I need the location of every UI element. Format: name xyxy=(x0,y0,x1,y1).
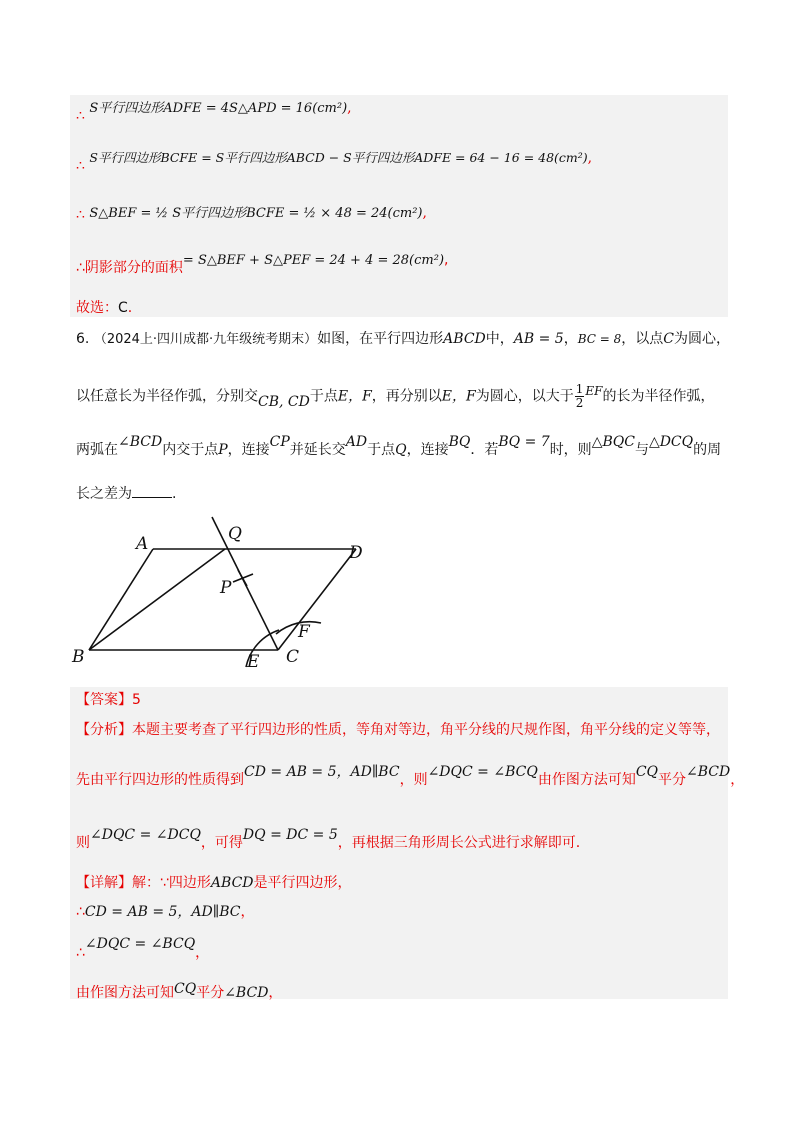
parallelogram-figure xyxy=(66,514,386,674)
analysis-text: 平分 xyxy=(658,772,687,788)
label-e: E xyxy=(247,652,260,672)
detail-text: 平分 xyxy=(196,985,225,1001)
problem-text: 长之差为 xyxy=(76,486,132,502)
label-p: P xyxy=(220,578,232,598)
problem-text: 以任意长为半径作弧，分别交 xyxy=(76,388,258,405)
analysis-text: ， xyxy=(730,772,745,788)
formula-area-adfe: S平行四边形ADFE = 4S△APD = 16(cm²) xyxy=(89,101,348,116)
label-q: Q xyxy=(228,524,242,544)
detail-line-1 xyxy=(76,873,352,893)
math-e-f: E，F xyxy=(337,388,372,405)
therefore-symbol: ∴ xyxy=(76,945,85,961)
answer-blank xyxy=(132,484,172,498)
problem-text: 于点 xyxy=(367,442,396,458)
problem-text: ．若 xyxy=(470,442,499,458)
analysis-line-3 xyxy=(76,827,581,853)
therefore-symbol: ∴ xyxy=(76,158,85,174)
math-bq-7: BQ = 7 xyxy=(498,434,550,450)
problem-line-2 xyxy=(76,383,714,410)
math-cq: CQ xyxy=(635,764,659,780)
segment-bq xyxy=(89,549,225,650)
problem-text: 的周 xyxy=(693,442,722,458)
problem-text: 为圆心，以大于 xyxy=(475,388,574,405)
math-dq-dc-5: DQ = DC = 5 xyxy=(242,827,338,843)
math-triangle-bqc: △BQC xyxy=(591,434,635,450)
analysis-text: ，则 xyxy=(399,772,428,788)
math-angle-bcd: ∠BCD xyxy=(224,985,269,1001)
problem-text: 的长为半径作弧， xyxy=(602,388,715,405)
label-b: B xyxy=(72,647,85,667)
math-c: C xyxy=(663,331,674,347)
label-d: D xyxy=(349,543,363,563)
problem-text: 为圆心， xyxy=(673,331,730,347)
math-bq: BQ xyxy=(448,434,471,450)
answer-choice-line xyxy=(76,298,132,318)
analysis-text: 由作图方法可知 xyxy=(537,772,636,788)
math-cb: CB, xyxy=(258,393,284,410)
solution-line-4 xyxy=(76,250,449,276)
math-angle-dqc-dcq: ∠DQC = ∠DCQ xyxy=(90,827,201,843)
problem-text: 内交于点 xyxy=(162,442,219,458)
therefore-symbol: ∴ xyxy=(76,904,85,920)
punctuation: , xyxy=(587,150,593,166)
detail-text: 由作图方法可知 xyxy=(76,985,174,1001)
problem-text: 如图，在平行四边形 xyxy=(317,331,444,347)
answer-line xyxy=(76,690,141,710)
problem-text: 时，则 xyxy=(549,442,592,458)
math-triangle-dcq: △DCQ xyxy=(648,434,694,450)
analysis-line-1 xyxy=(76,720,720,740)
problem-text: 两弧在 xyxy=(76,442,118,458)
punctuation: , xyxy=(422,205,427,221)
segment-cd xyxy=(278,549,356,650)
formula-shaded-area: = S△BEF + S△PEF = 24 + 4 = 28(cm²) xyxy=(182,253,445,268)
solution-line-1 xyxy=(76,98,352,124)
answer-value: 5 xyxy=(132,692,141,708)
math-p: P xyxy=(218,442,228,458)
segment-ab xyxy=(89,549,153,650)
detail-text: ， xyxy=(195,945,210,961)
fraction-denominator: 2 xyxy=(575,396,584,410)
problem-text: 于点 xyxy=(309,388,338,405)
problem-text: 中， xyxy=(485,331,514,347)
math-bc-8: BC = 8 xyxy=(577,332,622,346)
detail-line-3 xyxy=(76,934,210,961)
math-e-f: E，F xyxy=(441,388,476,405)
label-f: F xyxy=(298,622,310,642)
detail-line-2 xyxy=(76,902,255,922)
arc-mark-2 xyxy=(238,570,247,586)
detail-text: 解：∵四边形 xyxy=(132,875,211,891)
math-cp: CP xyxy=(269,434,290,450)
math-cd-ab-ad-parallel-bc: CD = AB = 5，AD∥BC xyxy=(244,764,400,780)
problem-line-1 xyxy=(76,329,730,350)
therefore-symbol: ∴ xyxy=(76,108,85,124)
math-ad: AD xyxy=(345,434,368,450)
detail-text: 是平行四边形， xyxy=(253,875,352,891)
analysis-line-2 xyxy=(76,764,745,790)
shaded-area-label: ∴阴影部分的面积 xyxy=(76,260,183,276)
math-cd: CD xyxy=(287,393,310,410)
math-angle-dqc-bcq: ∠DQC = ∠BCQ xyxy=(427,764,538,780)
analysis-text: 则 xyxy=(76,835,90,851)
math-ef: EF xyxy=(585,383,603,398)
fraction-numerator: 1 xyxy=(575,382,584,396)
problem-number: 6. xyxy=(76,331,90,347)
problem-text: 并延长交 xyxy=(289,442,346,458)
solution-line-2 xyxy=(76,148,593,174)
detail-text: ， xyxy=(268,985,283,1001)
problem-source: （2024上·四川成都·九年级统考期末） xyxy=(93,332,318,347)
analysis-tag: 【分析】 xyxy=(76,722,132,738)
analysis-text: 本题主要考查了平行四边形的性质，等角对等边，角平分线的尺规作图，角平分线的定义等等， xyxy=(132,722,720,738)
formula-area-bef: S△BEF = ½ S平行四边形BCFE = ½ × 48 = 24(cm²) xyxy=(89,206,423,221)
answer-tag: 【答案】 xyxy=(76,692,132,708)
analysis-text: ，可得 xyxy=(200,835,243,851)
formula-area-bcfe: S平行四边形BCFE = S平行四边形ABCD − S平行四边形ADFE = 64 − 16 = 48(cm²) xyxy=(89,150,588,165)
problem-text: ，以点 xyxy=(621,331,664,347)
problem-text: ，连接 xyxy=(227,442,270,458)
problem-text: . xyxy=(172,486,177,502)
punctuation: , xyxy=(347,100,352,116)
math-abcd: ABCD xyxy=(210,875,254,891)
math-ab-5: AB = 5 xyxy=(513,331,564,347)
math-abcd: ABCD xyxy=(443,331,486,347)
label-a: A xyxy=(136,534,149,554)
solution-line-3 xyxy=(76,203,427,224)
math-angle-bcd: ∠BCD xyxy=(686,764,731,780)
math-angle-dqc-bcq: ∠DQC = ∠BCQ xyxy=(84,936,196,952)
label-c: C xyxy=(286,647,300,667)
therefore-symbol: ∴ xyxy=(76,207,85,223)
problem-text: ，连接 xyxy=(406,442,449,458)
math-q: Q xyxy=(395,442,407,458)
answer-choice: C xyxy=(118,300,128,316)
problem-text: 与 xyxy=(634,442,649,458)
analysis-text: 先由平行四边形的性质得到 xyxy=(76,772,244,788)
math-angle-bcd: ∠BCD xyxy=(118,434,163,450)
detail-line-4 xyxy=(76,983,282,1003)
math-cq: CQ xyxy=(174,981,197,997)
detail-tag: 【详解】 xyxy=(76,875,132,891)
problem-text: ，再分别以 xyxy=(371,388,442,405)
problem-line-3 xyxy=(76,434,722,460)
math-cd-ab-ad-parallel-bc: CD = AB = 5，AD∥BC xyxy=(84,904,241,920)
problem-text: ， xyxy=(563,331,578,347)
punctuation: . xyxy=(127,300,133,316)
analysis-text: ，再根据三角形周长公式进行求解即可. xyxy=(337,835,581,851)
problem-line-4 xyxy=(76,484,176,504)
fraction-one-half xyxy=(575,383,585,410)
answer-label: 故选： xyxy=(76,300,118,316)
detail-text: ， xyxy=(240,904,255,920)
punctuation: , xyxy=(444,252,449,268)
